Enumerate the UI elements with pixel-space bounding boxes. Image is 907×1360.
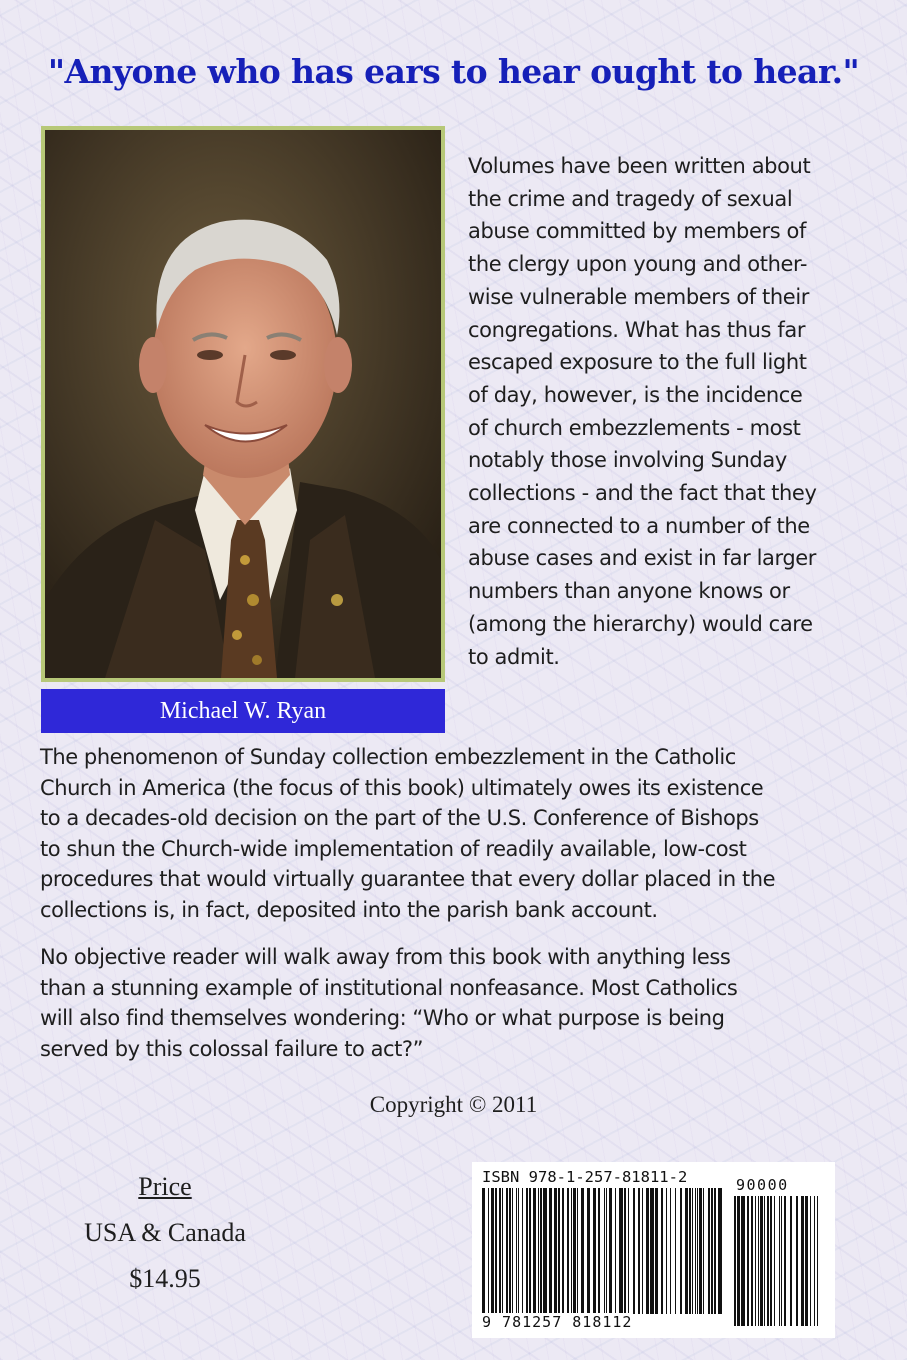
barcode-bar <box>711 1188 713 1314</box>
barcode-bar <box>695 1188 696 1314</box>
intro-text-line: to admit. <box>468 644 560 669</box>
barcode-bar <box>533 1188 536 1314</box>
barcode-bar <box>642 1188 643 1314</box>
barcode-bar <box>543 1188 547 1314</box>
intro-text-line: the crime and tragedy of sexual <box>468 186 793 211</box>
barcode-bar <box>593 1188 596 1314</box>
barcode-bar <box>734 1196 736 1326</box>
barcode-bar <box>764 1196 765 1326</box>
barcode-bar <box>774 1196 775 1326</box>
intro-text-line: the clergy upon young and other- <box>468 252 808 277</box>
barcode-bar <box>781 1196 782 1326</box>
barcode-bar <box>796 1196 798 1326</box>
addon-digits: 90000 <box>736 1176 789 1194</box>
paragraph-line: to shun the Church-wide implementation of readily available, low-cost <box>40 836 747 861</box>
barcode-bar <box>538 1188 539 1314</box>
barcode-bar <box>689 1188 691 1314</box>
ean-digits: 9 781257 818112 <box>482 1313 633 1331</box>
barcode-bar <box>817 1196 818 1326</box>
barcode-bar <box>650 1188 654 1314</box>
intro-text-line: congregations. What has thus far <box>468 317 806 342</box>
description-paragraph-2 <box>40 942 870 1064</box>
intro-text-line: abuse committed by members of <box>468 219 806 244</box>
barcode-bar <box>708 1188 710 1314</box>
barcode-bar <box>801 1196 804 1326</box>
intro-text-line: (among the hierarchy) would care <box>468 611 813 636</box>
barcode-bar <box>770 1196 772 1326</box>
author-name-caption: Michael W. Ryan <box>41 689 445 733</box>
barcode-bar <box>506 1188 508 1314</box>
barcode-bar <box>638 1188 640 1314</box>
barcode-bar <box>703 1188 704 1314</box>
barcode-bar <box>502 1188 503 1314</box>
barcode-bar <box>587 1188 590 1314</box>
barcode-bar <box>491 1188 494 1314</box>
barcode-bar <box>573 1188 576 1314</box>
barcode-bar <box>699 1188 702 1314</box>
barcode-bar <box>529 1188 531 1314</box>
barcode-bar <box>628 1188 629 1314</box>
barcode-bar <box>499 1188 501 1314</box>
intro-text-line: notably those involving Sunday <box>468 448 787 473</box>
barcode-bar <box>661 1188 663 1314</box>
paragraph-line: than a stunning example of institutional nonfeasance. Most Catholics <box>40 975 738 1000</box>
barcode-bar <box>558 1188 560 1314</box>
intro-text-line: abuse cases and exist in far larger <box>468 546 817 571</box>
barcode-bar <box>567 1188 569 1314</box>
back-cover-quote: "Anyone who has ears to hear ought to hear." <box>47 52 860 91</box>
paragraph-line: served by this colossal failure to act?” <box>40 1036 424 1061</box>
barcode-bar <box>655 1188 658 1314</box>
barcode-bar <box>666 1188 667 1314</box>
barcode-bar <box>512 1188 513 1314</box>
barcode-bar <box>522 1188 523 1314</box>
description-paragraph-1 <box>40 742 870 925</box>
intro-text-line: of day, however, is the incidence <box>468 382 803 407</box>
paragraph-line: will also find themselves wondering: “Who or what purpose is being <box>40 1006 725 1030</box>
intro-text-line: collections - and the fact that they <box>468 481 817 506</box>
barcode-bar <box>758 1196 759 1326</box>
addon-barcode-bars <box>734 1196 820 1330</box>
intro-text-line: Volumes have been written about <box>468 154 811 178</box>
barcode-bar <box>619 1188 623 1314</box>
barcode-bar <box>685 1188 688 1314</box>
barcode-bar <box>633 1188 635 1314</box>
copyright-notice: Copyright © 2011 <box>369 1092 538 1117</box>
barcode-bar <box>581 1188 584 1314</box>
barcode-bar <box>810 1196 811 1326</box>
barcode-bar <box>814 1196 815 1326</box>
barcode-bar <box>670 1188 671 1314</box>
intro-text-line: of church embezzlements - most <box>468 415 801 440</box>
barcode-bar <box>784 1196 786 1326</box>
barcode-bar <box>604 1188 605 1314</box>
paragraph-line: to a decades-old decision on the part of the U.S. Conference of Bishops <box>40 806 759 830</box>
barcode-bar <box>624 1188 626 1314</box>
barcode-bar <box>598 1188 600 1314</box>
barcode-bar <box>577 1188 578 1314</box>
barcode-bar <box>495 1188 497 1314</box>
intro-text-line: numbers than anyone knows or <box>468 579 790 604</box>
intro-text-line: are connected to a number of the <box>468 513 810 538</box>
author-portrait-image <box>45 130 441 678</box>
barcode-bar <box>562 1188 564 1314</box>
barcode-bar <box>488 1188 489 1314</box>
ean-barcode-bars <box>482 1188 722 1320</box>
price-block <box>60 1164 270 1302</box>
paragraph-line: No objective reader will walk away from this book with anything less <box>40 945 731 969</box>
barcode-bar <box>615 1188 616 1314</box>
barcode-bar <box>697 1188 698 1314</box>
barcode-bar <box>767 1196 769 1326</box>
barcode-bar <box>718 1188 722 1314</box>
barcode-bar <box>692 1188 693 1314</box>
price-region: USA & Canada <box>84 1218 246 1247</box>
barcode-bar <box>747 1196 749 1326</box>
intro-text-line: wise vulnerable members of their <box>468 284 809 309</box>
barcode-bar <box>760 1196 763 1326</box>
barcode-bar <box>606 1188 607 1314</box>
price-heading: Price <box>138 1172 192 1201</box>
barcode-bar <box>526 1188 528 1314</box>
intro-text <box>468 150 868 673</box>
intro-text-line: escaped exposure to the full light <box>468 350 807 375</box>
barcode-bar <box>737 1196 740 1326</box>
barcode-bar <box>518 1188 519 1314</box>
barcode-bar <box>646 1188 649 1314</box>
barcode-bar <box>549 1188 552 1314</box>
price-amount: $14.95 <box>129 1264 201 1293</box>
barcode-bar <box>714 1188 716 1314</box>
barcode-bar <box>571 1188 572 1314</box>
barcode-bar <box>790 1196 792 1326</box>
barcode-bar <box>751 1196 753 1326</box>
barcode-bar <box>741 1196 745 1326</box>
barcode-bar <box>680 1188 682 1314</box>
isbn-label: ISBN 978-1-257-81811-2 <box>482 1168 688 1186</box>
paragraph-line: collections is, in fact, deposited into the parish bank account. <box>40 897 658 922</box>
barcode-bar <box>805 1196 808 1326</box>
barcode-bar <box>482 1188 485 1314</box>
barcode-bar <box>554 1188 557 1314</box>
isbn-barcode <box>472 1162 835 1338</box>
paragraph-line: procedures that would virtually guarantee that every dollar placed in the <box>40 867 776 891</box>
barcode-bar <box>675 1188 676 1314</box>
author-photo <box>41 126 445 682</box>
barcode-bar <box>755 1196 756 1326</box>
barcode-bar <box>609 1188 612 1314</box>
barcode-bar <box>516 1188 517 1314</box>
barcode-bar <box>540 1188 542 1314</box>
paragraph-line: The phenomenon of Sunday collection embezzlement in the Catholic <box>40 745 736 769</box>
paragraph-line: Church in America (the focus of this book) ultimately owes its existence <box>40 775 764 800</box>
barcode-bar <box>779 1196 780 1326</box>
barcode-bar <box>509 1188 511 1314</box>
